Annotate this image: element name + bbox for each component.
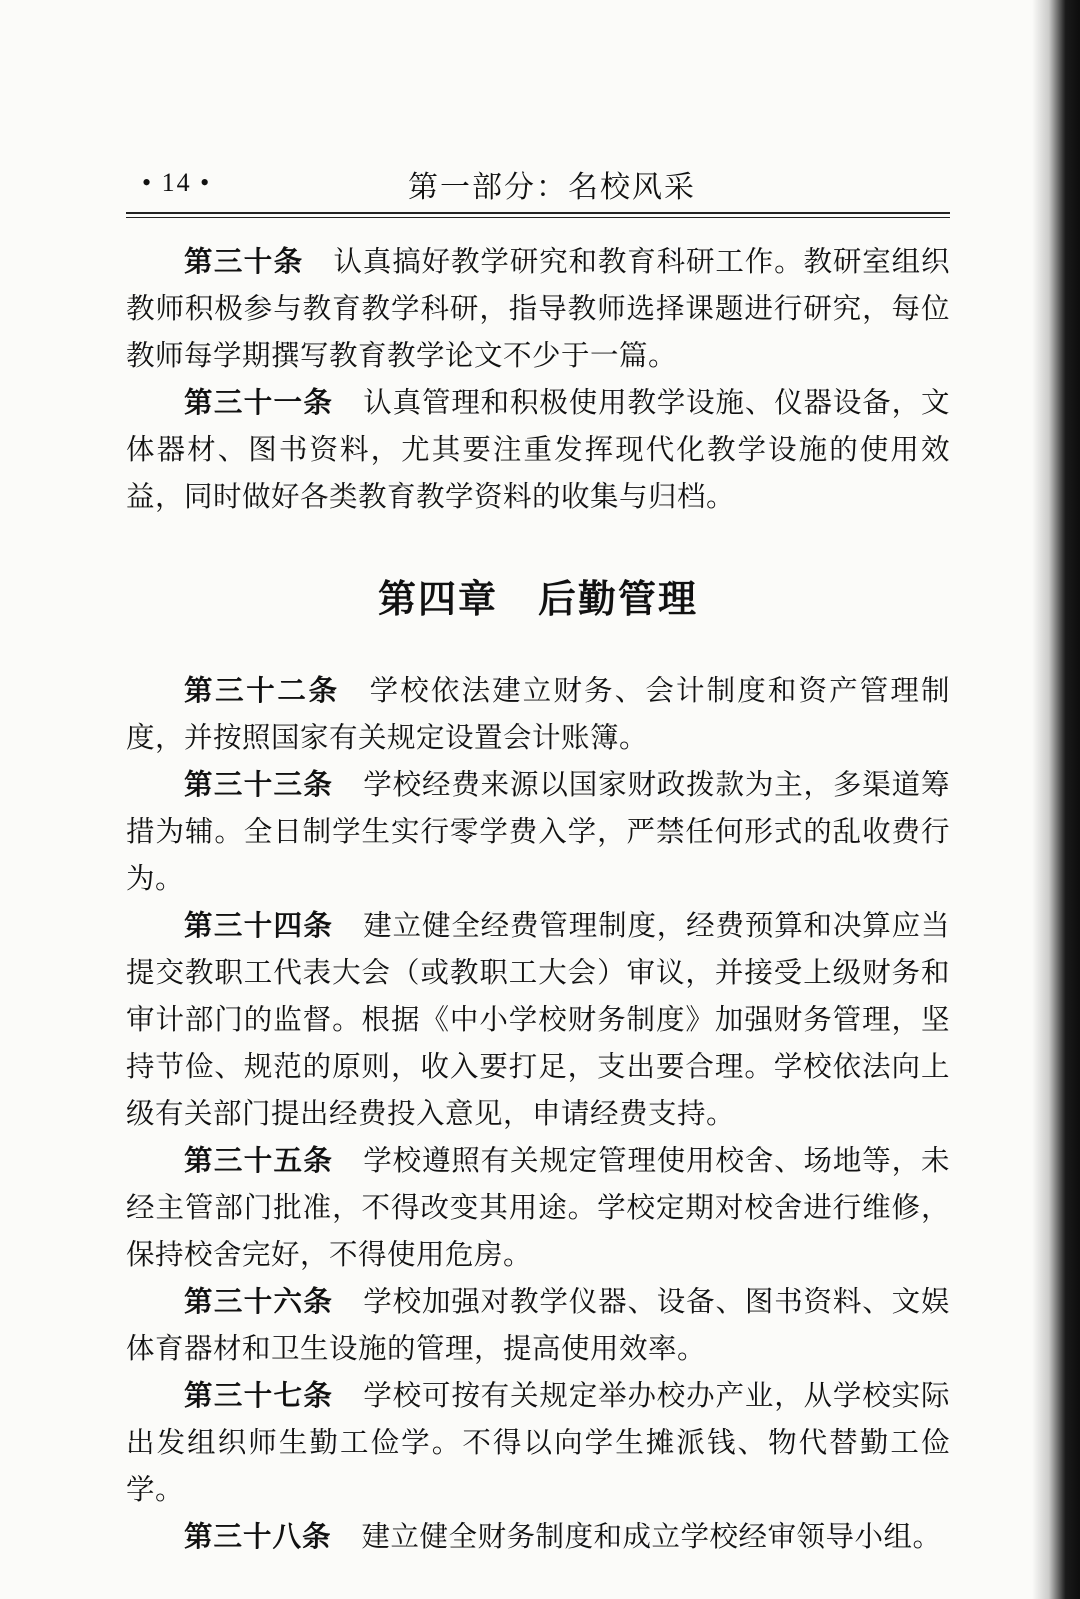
article-37: [126, 1372, 950, 1513]
articles-section-1: [126, 238, 950, 520]
article-32: [126, 667, 950, 761]
article-text: 学校依法建立财务、会计制度和资产管理制度，并按照国家有关规定设置会计账簿。: [126, 674, 950, 754]
article-text: 学校经费来源以国家财政拨款为主，多渠道筹措为辅。全日制学生实行零学费入学，严禁任何形式的乱收费行为。: [126, 768, 950, 895]
chapter-heading: 第四章 后勤管理: [377, 577, 698, 621]
article-title: 第三十六条: [184, 1285, 334, 1318]
article-text: 认真管理和积极使用教学设施、仪器设备，文体器材、图书资料，尤其要注重发挥现代化教学设施的使用效益，同时做好各类教育教学资料的收集与归档。: [126, 386, 950, 513]
article-title: 第三十七条: [184, 1379, 334, 1412]
article-title: 第三十条: [184, 245, 304, 278]
running-title: 第一部分：名校风采: [408, 170, 696, 205]
scan-edge-shadow: [1032, 0, 1080, 1599]
article-title: 第三十一条: [184, 386, 334, 419]
article-text: 学校遵照有关规定管理使用校舍、场地等，未经主管部门批准，不得改变其用途。学校定期对校舍进行维修，保持校舍完好，不得使用危房。: [126, 1144, 950, 1271]
page-header: [126, 160, 950, 206]
article-text: 建立健全财务制度和成立学校经审领导小组。: [361, 1520, 942, 1553]
article-title: 第三十四条: [184, 909, 334, 942]
page-number: • 14 •: [142, 168, 212, 197]
article-35: [126, 1137, 950, 1278]
book-page: [126, 160, 950, 1560]
article-text: 建立健全经费管理制度，经费预算和决算应当提交教职工代表大会（或教职工大会）审议，并接受上级财务和审计部门的监督。根据《中小学校财务制度》加强财务管理，坚持节俭、规范的原则，收入要打足，支出要合理。学校依法向上级有关部门提出经费投入意见，申请经费支持。: [126, 909, 950, 1130]
article-36: [126, 1278, 950, 1372]
article-title: 第三十八条: [184, 1520, 332, 1553]
article-title: 第三十二条: [184, 674, 340, 707]
article-34: [126, 902, 950, 1137]
articles-section-2: [126, 667, 950, 1560]
article-33: [126, 761, 950, 902]
article-30: [126, 238, 950, 379]
article-38: [126, 1513, 950, 1560]
article-text: 学校加强对教学仪器、设备、图书资料、文娱体育器材和卫生设施的管理，提高使用效率。: [126, 1285, 950, 1365]
article-31: [126, 379, 950, 520]
article-title: 第三十五条: [184, 1144, 334, 1177]
article-title: 第三十三条: [184, 768, 334, 801]
article-text: 学校可按有关规定举办校办产业，从学校实际出发组织师生勤工俭学。不得以向学生摊派钱、物代替勤工俭学。: [126, 1379, 950, 1506]
article-text: 认真搞好教学研究和教育科研工作。教研室组织教师积极参与教育教学科研，指导教师选择课题进行研究，每位教师每学期撰写教育教学论文不少于一篇。: [126, 245, 950, 372]
header-rule: [126, 212, 950, 218]
